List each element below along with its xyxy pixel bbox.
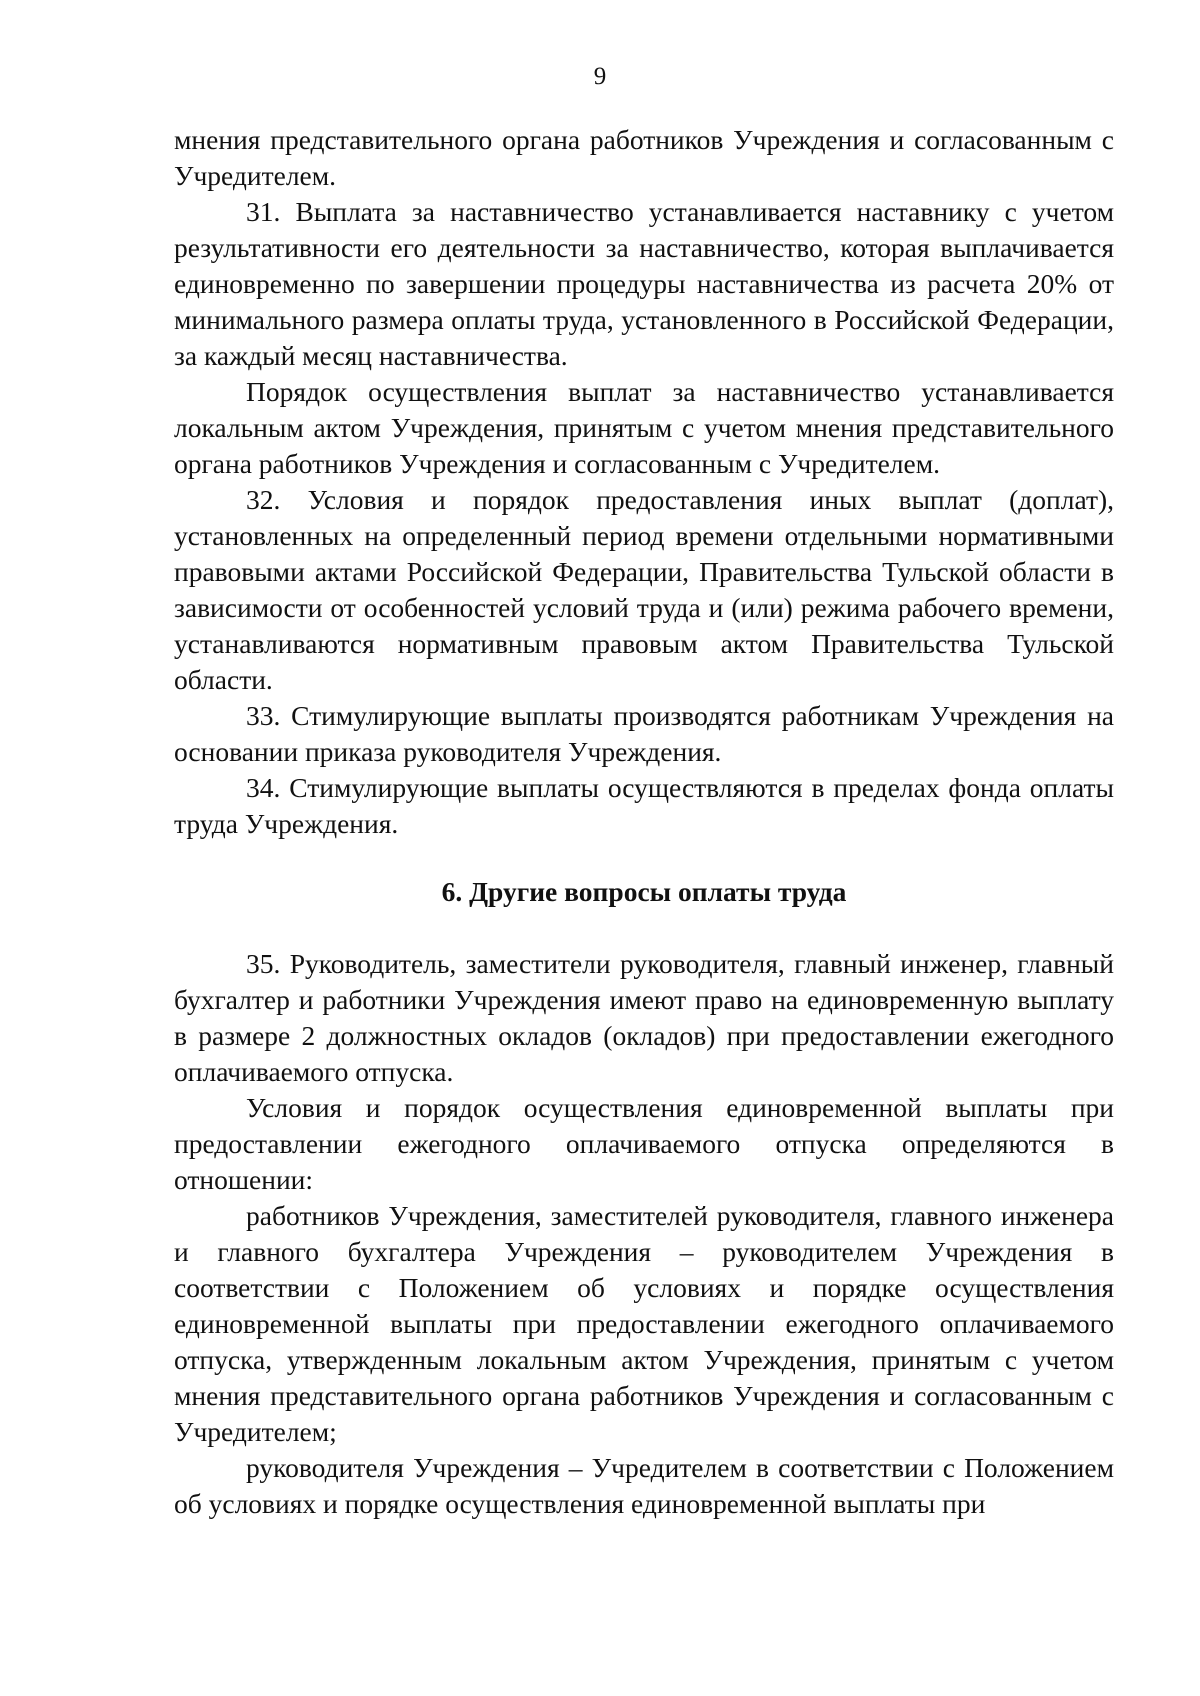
paragraph-34: 34. Стимулирующие выплаты осуществляются в пределах фонда оплаты труда Учреждения. xyxy=(174,772,1114,839)
paragraph-35-head: руководителя Учреждения – Учредителем в соответствии с Положением об условиях и порядке осуществления единовременной выплаты при xyxy=(174,1452,1114,1519)
paragraph-intro: мнения представительного органа работников Учреждения и согласованным с Учредителем. xyxy=(174,124,1114,191)
paragraph-31-procedure: Порядок осуществления выплат за наставничество устанавливается локальным актом Учреждения, принятым с учетом мнения представительного органа работников Учреждения и согласованным с Учредителем. xyxy=(174,376,1114,479)
section-heading: 6. Другие вопросы оплаты труда xyxy=(441,876,847,907)
page-number: 9 xyxy=(593,63,607,90)
paragraph-35-employees: работников Учреждения, заместителей руководителя, главного инженера и главного бухгалтера Учреждения – руководителем Учреждения в соответствии с Положением об условиях и порядке осуществления единовременной выплаты при предоставлении ежегодного оплачиваемого отпуска, утвержденным локальным актом Учреждения, принятым с учетом мнения представительного органа работников Учреждения и согласованным с Учредителем; xyxy=(174,1200,1114,1447)
paragraph-31: 31. Выплата за наставничество устанавливается наставнику с учетом результативности его деятельности за наставничество, которая выплачивается единовременно по завершении процедуры наставничества из расчета 20% от минимального размера оплаты труда, установленного в Российской Федерации, за каждый месяц наставничества. xyxy=(174,196,1114,371)
paragraph-32: 32. Условия и порядок предоставления иных выплат (доплат), установленных на определенный период времени отдельными нормативными правовыми актами Российской Федерации, Правительства Тульской области в зависимости от особенностей условий труда и (или) режима рабочего времени, устанавливаются нормативным правовым актом Правительства Тульской области. xyxy=(174,484,1114,695)
document-body xyxy=(174,122,1114,1522)
paragraph-35: 35. Руководитель, заместители руководителя, главный инженер, главный бухгалтер и работники Учреждения имеют право на единовременную выплату в размере 2 должностных окладов (окладов) при предоставлении ежегодного оплачиваемого отпуска. xyxy=(174,948,1114,1087)
paragraph-33: 33. Стимулирующие выплаты производятся работникам Учреждения на основании приказа руководителя Учреждения. xyxy=(174,700,1114,767)
paragraph-35-conditions: Условия и порядок осуществления единовременной выплаты при предоставлении ежегодного оплачиваемого отпуска определяются в отношении: xyxy=(174,1092,1114,1195)
